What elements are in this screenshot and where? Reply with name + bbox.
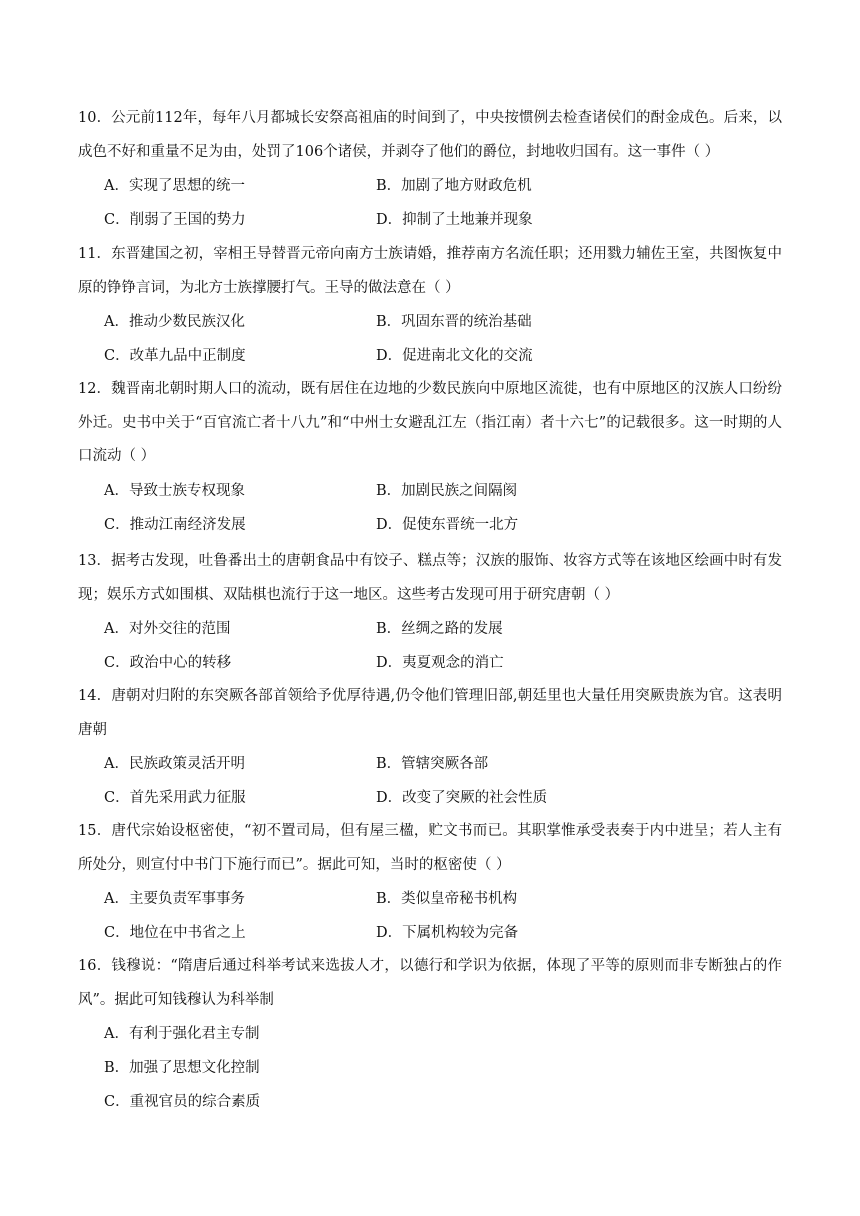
options-row (78, 612, 782, 646)
option-d: D．促进南北文化的交流 (376, 348, 533, 364)
option-d: D．促使东晋统一北方 (376, 516, 519, 533)
options-row (78, 169, 782, 203)
option-b: B．巩固东晋的统治基础 (376, 314, 532, 330)
option-c: C．首先采用武力征服 (104, 790, 246, 806)
option-c: C．改革九品中正制度 (104, 348, 246, 364)
options-row (78, 747, 782, 781)
option-a: A．对外交往的范围 (104, 621, 231, 637)
option-b: B．类似皇帝秘书机构 (376, 891, 518, 907)
question-15 (78, 815, 782, 950)
question-10 (78, 102, 782, 237)
question-stem: 14．唐朝对归附的东突厥各部首领给予优厚待遇,仍令他们管理旧部,朝廷里也大量任用突厥贵族为官。这表明唐朝 (78, 688, 782, 738)
options-row (78, 916, 782, 950)
question-stem: 10．公元前112年，每年八月都城长安祭高祖庙的时间到了，中央按惯例去检查诸侯们的酎金成色。后来，以成色不好和重量不足为由，处罚了106个诸侯，并剥夺了他们的爵位，封地收归国有。这一事件（ ） (78, 110, 782, 160)
options-row (78, 508, 782, 542)
option-a: A．民族政策灵活开明 (104, 756, 245, 772)
options-row (78, 203, 782, 237)
options-row (78, 882, 782, 916)
option-b: B．加强了思想文化控制 (104, 1060, 260, 1076)
question-11 (78, 238, 782, 373)
option-d: D．改变了突厥的社会性质 (376, 790, 548, 806)
question-12 (78, 373, 782, 542)
options-row (78, 646, 782, 680)
option-c: C．政治中心的转移 (104, 655, 232, 671)
options-row (78, 781, 782, 815)
option-c: C．重视官员的综合素质 (104, 1094, 261, 1110)
option-c: C．推动江南经济发展 (104, 516, 246, 533)
option-a: A．主要负责军事事务 (104, 891, 245, 907)
question-stem: 16．钱穆说：“隋唐后通过科举考试来选拔人才，以德行和学识为依据，体现了平等的原则而非专断独占的作风”。据此可知钱穆认为科举制 (78, 958, 782, 1008)
option-a: A．有利于强化君主专制 (104, 1026, 260, 1042)
option-b: B．加剧了地方财政危机 (376, 178, 532, 194)
question-stem: 11．东晋建国之初，宰相王导替晋元帝向南方士族请婚，推荐南方名流任职；还用戮力辅佐王室，共图恢复中原的铮铮言词，为北方士族撑腰打气。王导的做法意在（ ） (78, 246, 782, 296)
option-d: D．夷夏观念的消亡 (376, 655, 504, 671)
options-row (78, 305, 782, 339)
option-d: D．下属机构较为完备 (376, 925, 519, 941)
option-b: B．管辖突厥各部 (376, 756, 489, 772)
option-b: B．加剧民族之间隔阂 (376, 482, 518, 499)
question-stem: 15．唐代宗始设枢密使，“初不置司局，但有屋三楹，贮文书而已。其职掌惟承受表奏于内中进呈；若人主有所处分，则宣付中书门下施行而已”。据此可知，当时的枢密使（ ） (78, 823, 782, 873)
option-d: D．抑制了土地兼并现象 (376, 212, 533, 228)
option-a: A．推动少数民族汉化 (104, 314, 245, 330)
option-c: C．削弱了王国的势力 (104, 212, 246, 228)
options-row (78, 474, 782, 508)
options-row (78, 339, 782, 373)
option-b: B．丝绸之路的发展 (376, 621, 503, 637)
option-a: A．实现了思想的统一 (104, 178, 245, 194)
question-14 (78, 680, 782, 815)
question-stem: 13．据考古发现，吐鲁番出土的唐朝食品中有饺子、糕点等；汉族的服饰、妆容方式等在该地区绘画中时有发现；娱乐方式如围棋、双陆棋也流行于这一地区。这些考古发现可用于研究唐朝（ ） (78, 553, 782, 603)
option-c: C．地位在中书省之上 (104, 925, 246, 941)
question-16 (78, 950, 782, 1119)
option-a: A．导致士族专权现象 (104, 482, 245, 499)
question-stem: 12．魏晋南北朝时期人口的流动，既有居住在边地的少数民族向中原地区流徙，也有中原地区的汉族人口纷纷外迁。史书中关于“百官流亡者十八九”和“中州士女避乱江左（指江南）者十六七”的记载很多。这一时期的人口流动（ ） (78, 381, 782, 464)
question-13 (78, 545, 782, 680)
